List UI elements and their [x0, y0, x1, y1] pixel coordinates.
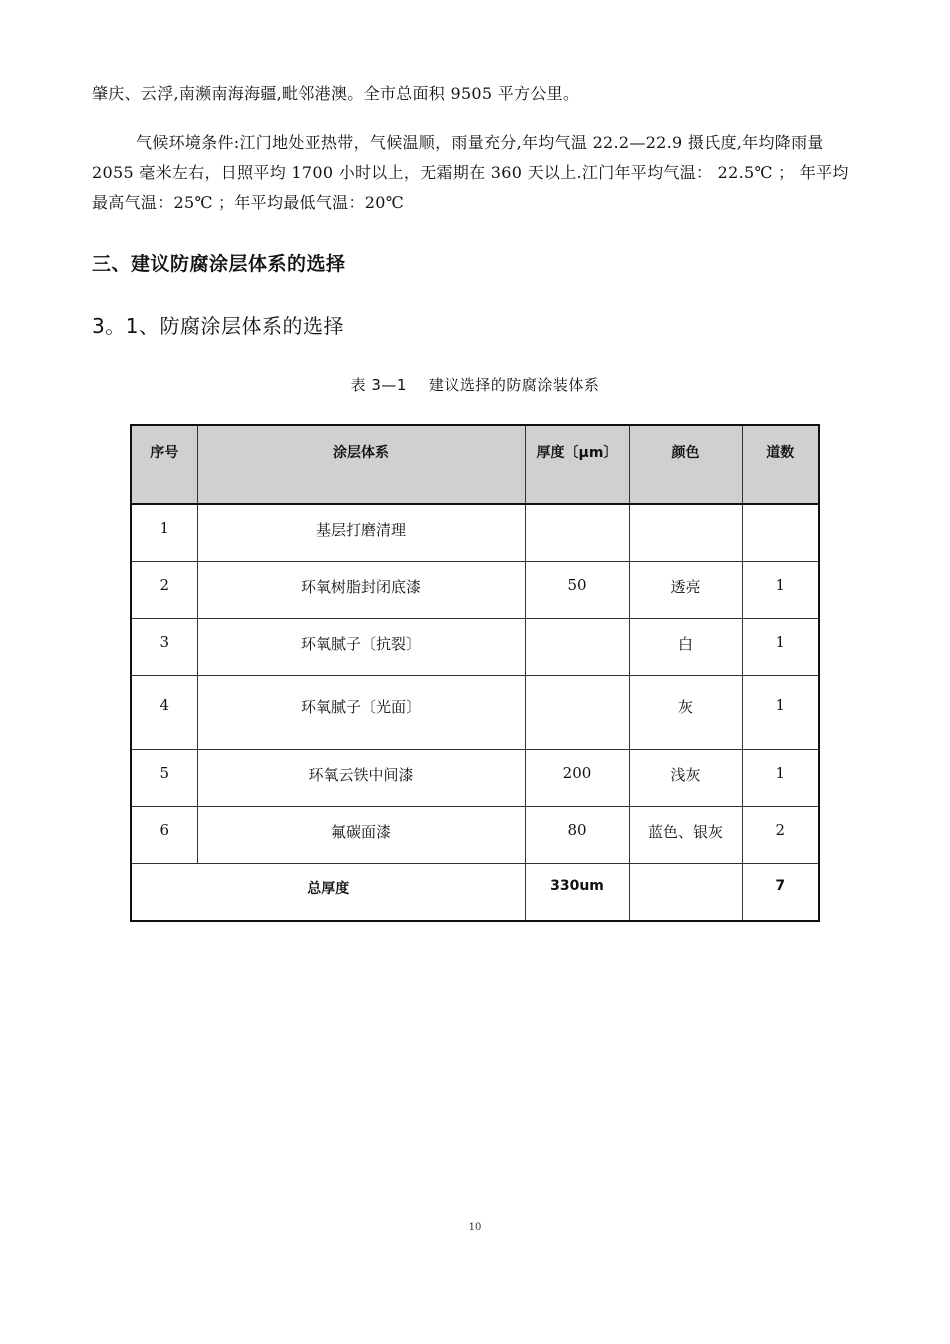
- cell-color: 浅灰: [629, 750, 742, 807]
- cell-thickness: [525, 504, 629, 562]
- total-color: [629, 864, 742, 922]
- table-caption: [0, 374, 950, 395]
- total-coats: 7: [742, 864, 819, 922]
- table-row: [131, 504, 819, 562]
- cell-index: 5: [131, 750, 197, 807]
- cell-thickness: [525, 676, 629, 750]
- cell-thickness: 50: [525, 562, 629, 619]
- cell-system: 环氧云铁中间漆: [197, 750, 525, 807]
- cell-color: 透亮: [629, 562, 742, 619]
- paragraph-location: 肇庆、云浮,南濒南海海疆,毗邻港澳。全市总面积 9505 平方公里。: [92, 84, 580, 103]
- table-row: [131, 750, 819, 807]
- header-thickness: 厚度〔μm〕: [525, 425, 629, 504]
- paragraph-climate: 气候环境条件:江门地处亚热带，气候温顺，雨量充分,年均气温 22.2—22.9 摄氏度,年均降雨量 2055 毫米左右，日照平均 1700 小时以上，无霜期在 360 天以上.江门年平均气温： 22.5℃ ； 年平均最高气温：25℃ ；年平均最低气温：20℃: [92, 133, 849, 212]
- table-header-row: [131, 425, 819, 504]
- table-row: [131, 619, 819, 676]
- total-label: 总厚度: [131, 864, 525, 922]
- cell-coats: 1: [742, 750, 819, 807]
- cell-system: 环氧腻子〔抗裂〕: [197, 619, 525, 676]
- cell-color: [629, 504, 742, 562]
- header-color: 颜色: [629, 425, 742, 504]
- cell-index: 4: [131, 676, 197, 750]
- cell-coats: [742, 504, 819, 562]
- cell-thickness: [525, 619, 629, 676]
- table-caption-number: 表 3—1: [350, 376, 407, 394]
- cell-color: 灰: [629, 676, 742, 750]
- cell-system: 基层打磨清理: [197, 504, 525, 562]
- cell-coats: 1: [742, 562, 819, 619]
- header-coats: 道数: [742, 425, 819, 504]
- table-row: [131, 676, 819, 750]
- cell-color: 蓝色、银灰: [629, 807, 742, 864]
- subsection-heading: 3。1、防腐涂层体系的选择: [92, 314, 344, 338]
- cell-thickness: 200: [525, 750, 629, 807]
- cell-coats: 1: [742, 676, 819, 750]
- cell-coats: 2: [742, 807, 819, 864]
- table-row: [131, 562, 819, 619]
- cell-system: 环氧树脂封闭底漆: [197, 562, 525, 619]
- cell-coats: 1: [742, 619, 819, 676]
- cell-thickness: 80: [525, 807, 629, 864]
- table-total-row: [131, 864, 819, 922]
- table-caption-title: 建议选择的防腐涂装体系: [428, 376, 600, 394]
- total-thickness: 330um: [525, 864, 629, 922]
- cell-index: 3: [131, 619, 197, 676]
- page-number: 10: [468, 1222, 482, 1233]
- cell-color: 白: [629, 619, 742, 676]
- cell-system: 氟碳面漆: [197, 807, 525, 864]
- header-index: 序号: [131, 425, 197, 504]
- cell-index: 2: [131, 562, 197, 619]
- cell-index: 1: [131, 504, 197, 562]
- section-heading: 三、建议防腐涂层体系的选择: [92, 253, 346, 275]
- table-row: [131, 807, 819, 864]
- header-system: 涂层体系: [197, 425, 525, 504]
- coating-system-table: [130, 424, 820, 922]
- cell-system: 环氧腻子〔光面〕: [197, 676, 525, 750]
- cell-index: 6: [131, 807, 197, 864]
